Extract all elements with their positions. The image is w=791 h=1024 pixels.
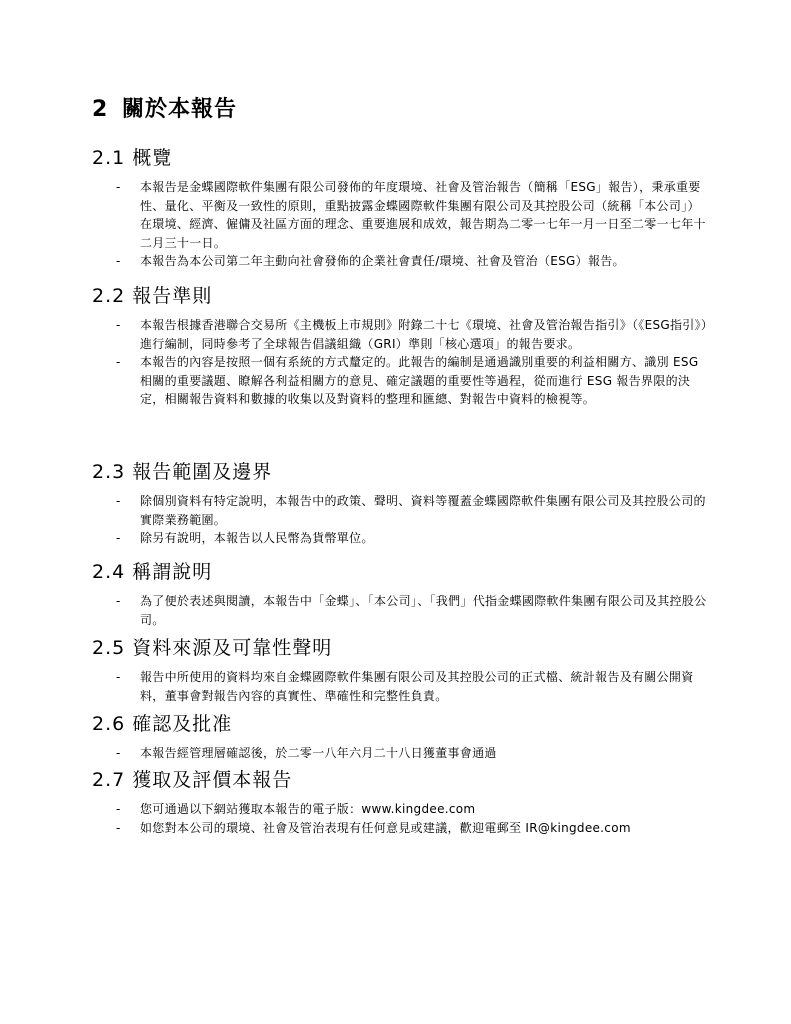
title-text: 關於本報告 <box>122 97 238 122</box>
list-item: - 除另有說明，本報告以人民幣為貨幣單位。 <box>116 531 374 545</box>
section-reporting-standards <box>92 284 712 409</box>
section-scope <box>92 460 712 548</box>
section-heading: 2.6 確認及批准 <box>92 713 233 735</box>
section-heading: 2.3 報告範圍及邊界 <box>92 461 273 483</box>
title-number: 2 <box>92 97 109 122</box>
section-heading: 2.4 稱謂說明 <box>92 561 213 583</box>
list-item: - 如您對本公司的環境、社會及管治表現有任何意見或建議，歡迎電郵至 IR@kingdee.com <box>116 820 631 835</box>
list-item: - 本報告根據香港聯合交易所《主機板上市規則》附錄二十七《環境、社會及管治報告指引》（《ESG指引》）進行編制，同時參考了全球報告倡議組織（GRI）準則「核心選項」的報告要求。 <box>116 318 708 351</box>
section-terms <box>92 560 712 629</box>
list-item: - 除個別資料有特定說明，本報告中的政策、聲明、資料等覆蓋金蝶國際軟件集團有限公司及其控股公司的實際業務範圍。 <box>116 494 706 527</box>
section-approval <box>92 712 712 763</box>
list-item: - 本報告是金蝶國際軟件集團有限公司發佈的年度環境、社會及管治報告（簡稱「ESG」報告），秉承重要性、量化、平衡及一致性的原則，重點披露金蝶國際軟件集團有限公司及其控股公司（統稱「本公司」）在環境、經濟、僱傭及社區方面的理念、重要進展和成效，報告期為二零一七年一月一日至二零一七年十二月三十一日。 <box>116 180 706 250</box>
list-item: - 本報告的內容是按照一個有系統的方式釐定的。此報告的編制是通過識別重要的利益相關方、識別 ESG 相關的重要議題、瞭解各利益相關方的意見、確定議題的重要性等過程，從而進行 ESG 報告界限的決定，相關報告資料和數據的收集以及對資料的整理和匯總、對報告中資料的檢視等。 <box>116 355 699 406</box>
list-item: - 您可通過以下網站獲取本報告的電子版：www.kingdee.com <box>116 802 476 816</box>
page-title <box>92 92 237 123</box>
list-item: - 報告中所使用的資料均來自金蝶國際軟件集團有限公司及其控股公司的正式檔、統計報告及有關公開資料，董事會對報告內容的真實性、準確性和完整性負責。 <box>116 670 694 703</box>
list-item: - 本報告經管理層確認後，於二零一八年六月二十八日獲董事會通過 <box>116 746 497 760</box>
section-heading: 2.1 概覽 <box>92 147 173 169</box>
section-heading: 2.5 資料來源及可靠性聲明 <box>92 637 333 659</box>
section-access-feedback <box>92 768 712 837</box>
list-item: - 為了便於表述與閱讀，本報告中「金蝶」、「本公司」、「我們」代指金蝶國際軟件集團有限公司及其控股公司。 <box>116 594 707 627</box>
section-heading: 2.7 獲取及評價本報告 <box>92 769 293 791</box>
section-overview <box>92 146 712 271</box>
list-item: - 本報告為本公司第二年主動向社會發佈的企業社會責任/環境、社會及管治（ESG）報告。 <box>116 254 625 268</box>
section-heading: 2.2 報告準則 <box>92 285 213 307</box>
section-data-source <box>92 636 712 705</box>
